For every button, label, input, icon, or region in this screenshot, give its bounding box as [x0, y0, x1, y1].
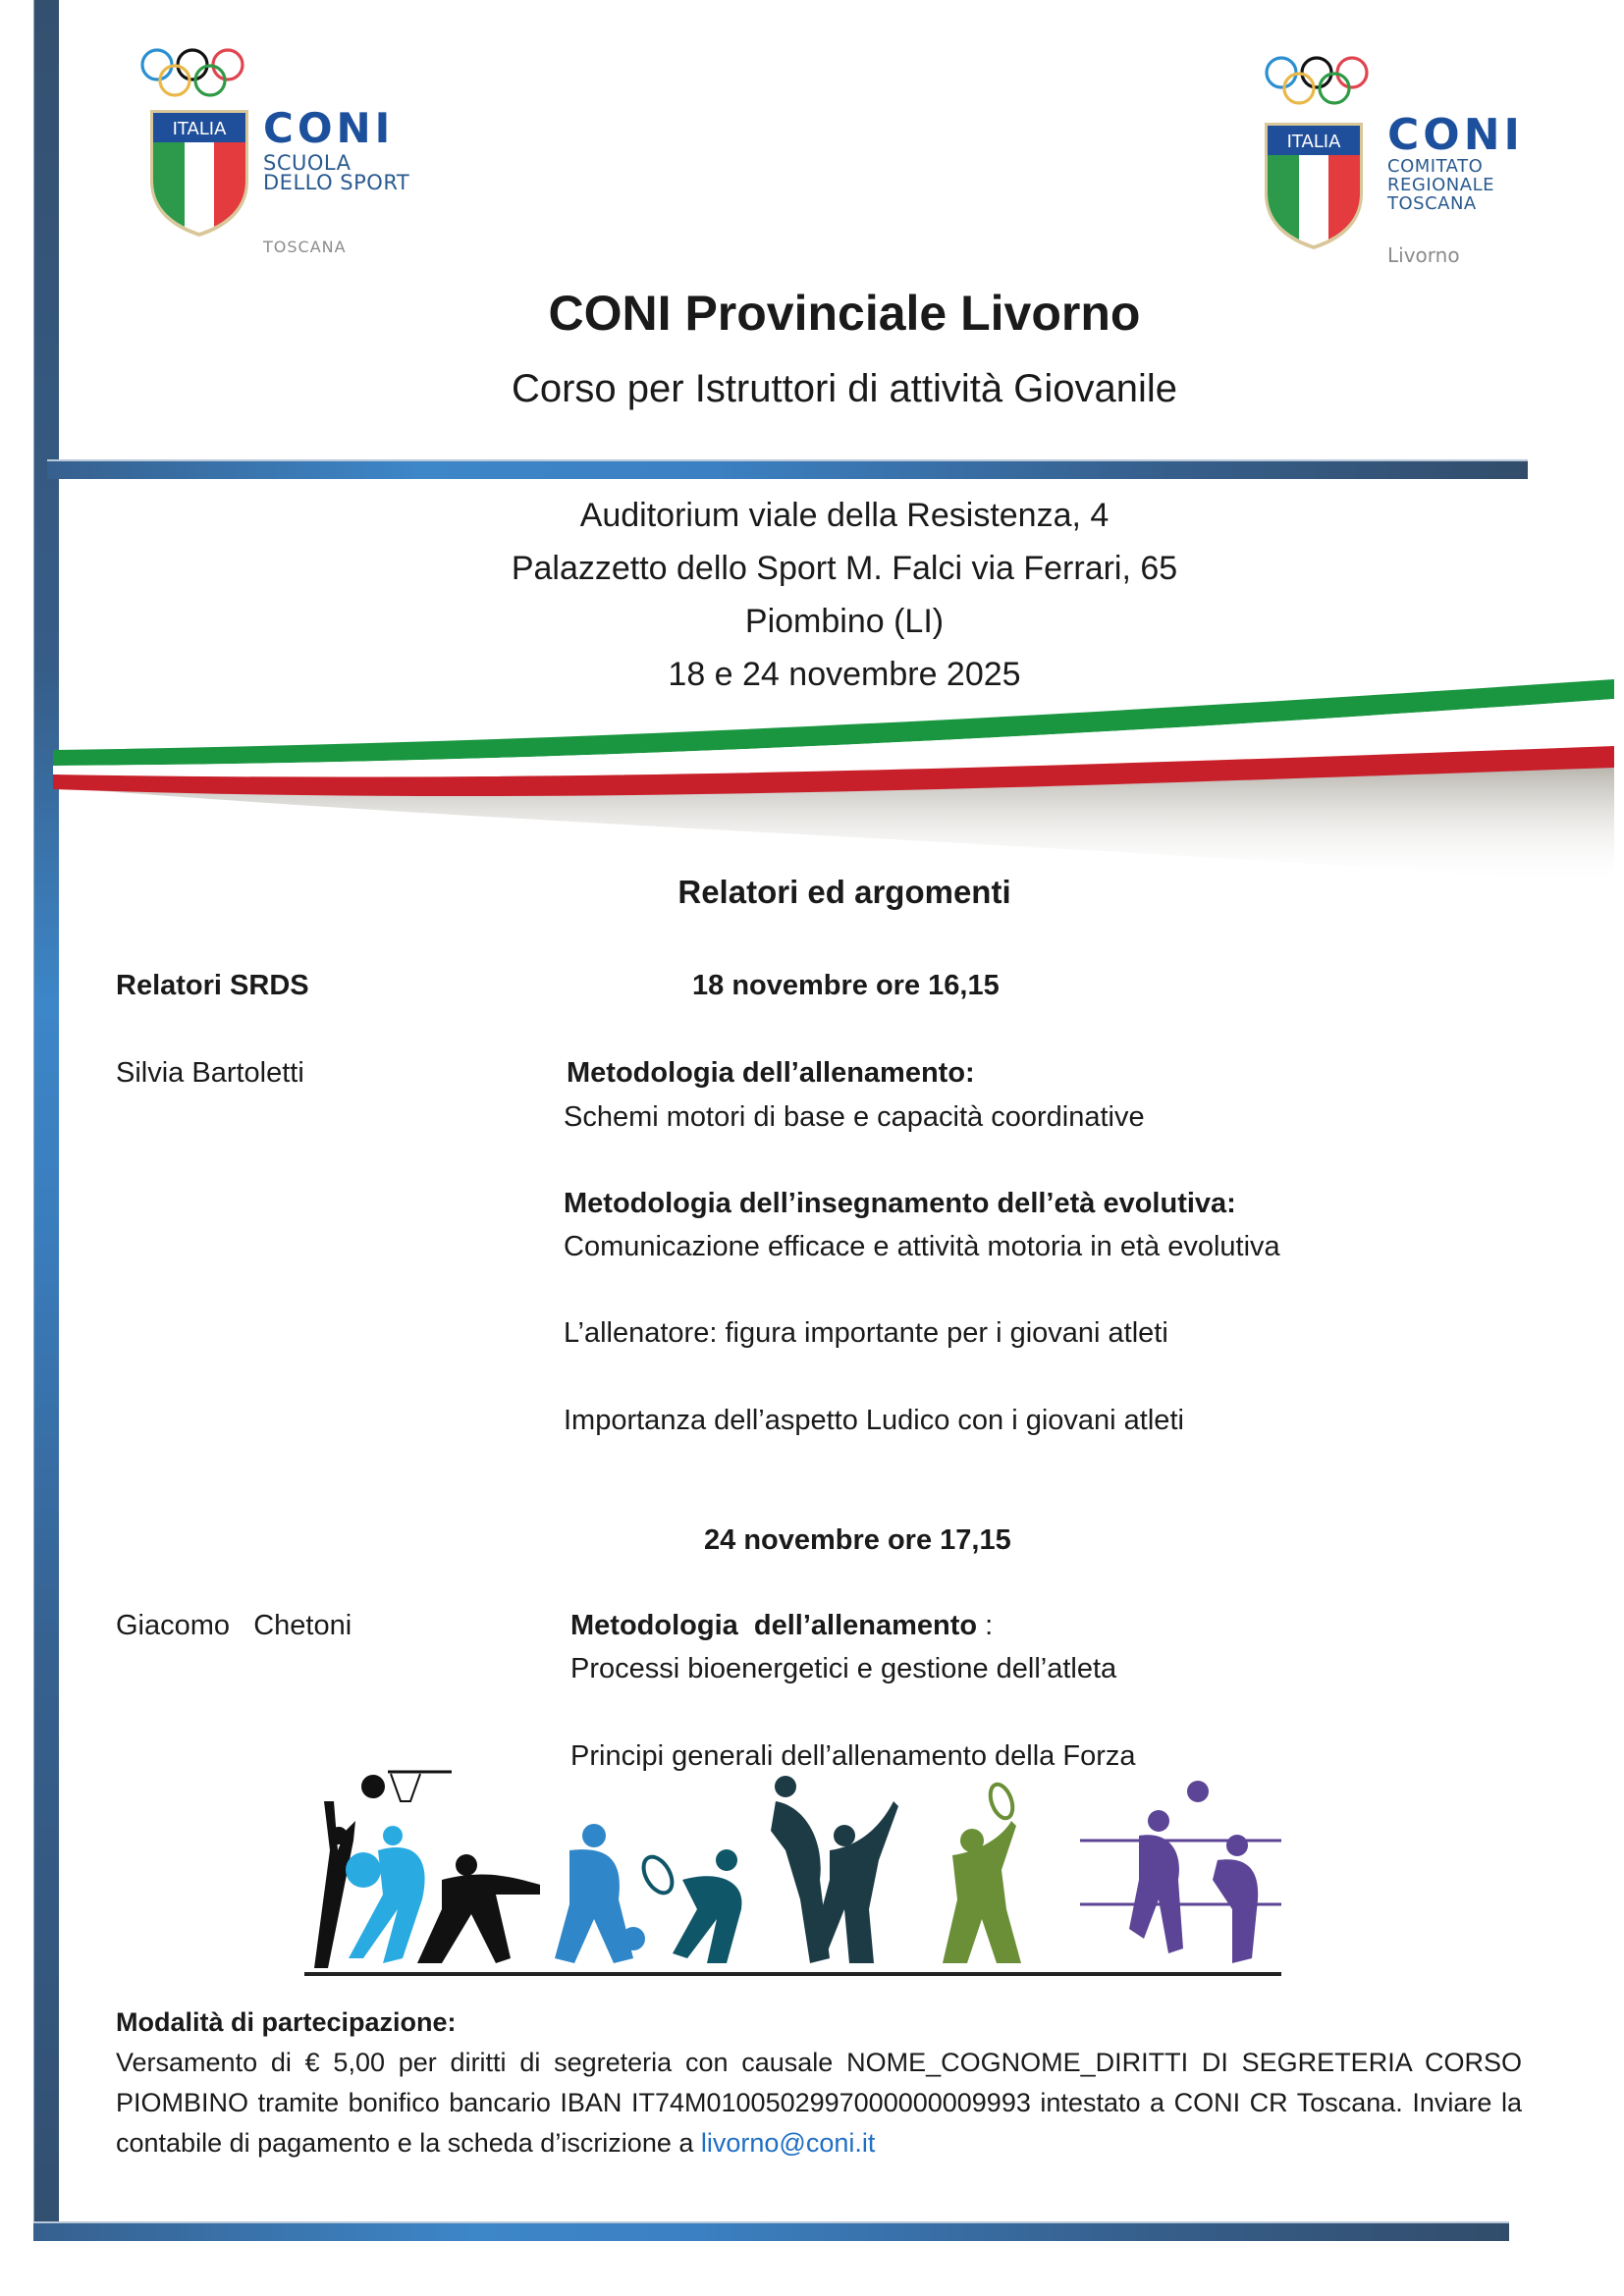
- page-title: CONI Provinciale Livorno: [548, 286, 1141, 341]
- participation-heading: Modalità di partecipazione:: [116, 2007, 457, 2037]
- topic-detail: Processi bioenergetici e gestione dell’atleta: [570, 1653, 1117, 1684]
- footer-divider-bar: [33, 2221, 1509, 2241]
- venue-line-auditorium: Auditorium viale della Resistenza, 4: [579, 497, 1110, 534]
- speakers-label: Relatori SRDS: [116, 970, 309, 1001]
- venue-line-city: Piombino (LI): [744, 603, 945, 640]
- logo-subtitle: SCUOLA DELLO SPORT: [263, 151, 410, 194]
- logo-subtitle: COMITATO REGIONALE TOSCANA: [1387, 156, 1494, 214]
- svg-text:ITALIA: ITALIA: [172, 119, 227, 139]
- logo-region: TOSCANA: [263, 238, 347, 256]
- topic-detail: L’allenatore: figura importante per i giovani atleti: [564, 1317, 1168, 1349]
- coni-scuola-dello-sport-logo: [137, 43, 432, 259]
- coni-wordmark: CONI: [263, 104, 395, 152]
- coni-wordmark: CONI: [1387, 110, 1524, 160]
- logo-region: Livorno: [1387, 243, 1460, 267]
- topic-heading: Metodologia dell’insegnamento dell’età evolutiva:: [564, 1188, 1236, 1219]
- sports-silhouettes-illustration: [295, 1762, 1296, 1988]
- participation-section: [116, 2002, 1522, 2163]
- topic-detail: Importanza dell’aspetto Ludico con i giovani atleti: [564, 1405, 1184, 1436]
- coni-comitato-regionale-logo: [1262, 51, 1556, 272]
- olympic-rings-icon: [1262, 51, 1380, 110]
- participation-text: Versamento di € 5,00 per diritti di segreteria con causale NOME_COGNOME_DIRITTI DI SEGRETERIA CORSO PIOMBINO tramite bonifico bancario IBAN IT74M0100502997000000009993 intestato a CONI CR Toscana. Inviare la contabile di pagamento e la scheda d’iscrizione a livorno@coni.it: [116, 2048, 1522, 2158]
- venue-line-dates: 18 e 24 novembre 2025: [668, 656, 1021, 693]
- basketball-hoop-icon: [361, 1772, 452, 1801]
- italia-shield-icon: [1262, 120, 1366, 252]
- olympic-rings-icon: [137, 43, 255, 102]
- topic-detail: Comunicazione efficace e attività motoria in età evolutiva: [564, 1231, 1280, 1262]
- email-link[interactable]: livorno@coni.it: [700, 2128, 876, 2158]
- session-2-date: 24 novembre ore 17,15: [704, 1524, 1011, 1556]
- session-1-date: 18 novembre ore 16,15: [692, 970, 1000, 1001]
- topic-detail: Schemi motori di base e capacità coordinative: [564, 1101, 1145, 1133]
- speaker-name: Silvia Bartoletti: [116, 1057, 304, 1089]
- section-title-speakers: Relatori ed argomenti: [677, 874, 1011, 910]
- header-divider-bar: [47, 459, 1528, 479]
- topic-heading-row: [570, 1610, 993, 1642]
- svg-text:ITALIA: ITALIA: [1286, 132, 1341, 152]
- venue-line-palazzetto: Palazzetto dello Sport M. Falci via Ferrari, 65: [511, 550, 1178, 587]
- topic-heading: Metodologia dell’allenamento:: [567, 1057, 975, 1089]
- speaker-name: Giacomo Chetoni: [116, 1610, 352, 1641]
- topic-detail: Principi generali dell’allenamento della Forza: [570, 1740, 1136, 1772]
- topic-heading-suffix: :: [977, 1610, 994, 1641]
- course-subtitle: Corso per Istruttori di attività Giovanile: [511, 367, 1178, 410]
- italia-shield-icon: [147, 107, 251, 240]
- topic-heading: Metodologia dell’allenamento: [570, 1610, 978, 1641]
- italian-flag-ribbon: [53, 660, 1614, 905]
- left-frame-bar: [33, 0, 59, 2230]
